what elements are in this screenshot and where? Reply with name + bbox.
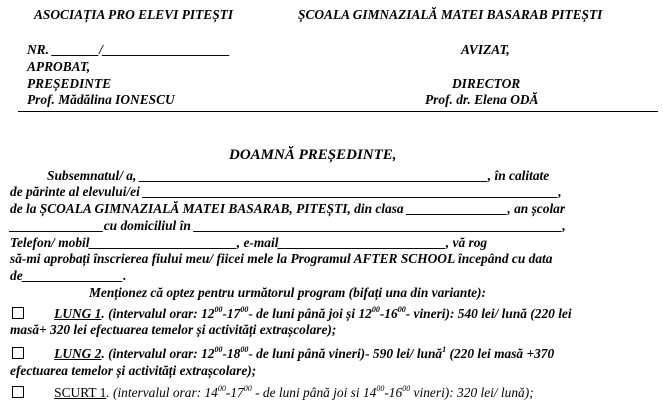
body-line-1: Subsemnatul/ a, ____________________________________________________, în calitate — [47, 168, 550, 183]
option-lung1: LUNG 1. (intervalul orar: $12^{00}-17^{00}-$ de luni până joi și $12^{00}-16^{00}-$ vineri): 540 lei/ lună (220 lei — [12, 306, 572, 322]
option-lung2: LUNG 2. (intervalul orar: $12^{00}-18^{00}-$ de luni până vineri)- 590 lei/ lună$^1$ (220 lei masă +370 — [12, 346, 554, 362]
registration-number: NR. _______/___________________ — [27, 42, 231, 57]
lung2-name: LUNG 2 — [54, 346, 102, 361]
body-line-7: de_______________. — [10, 268, 127, 283]
lung1-detail: masă+ 320 lei efectuarea temelor și activități extrașcolare); — [10, 322, 337, 337]
scurt1-name: SCURT 1 — [54, 385, 107, 400]
scurt1-checkbox[interactable] — [12, 386, 24, 398]
director-name: Prof. dr. Elena ODĂ — [425, 92, 539, 107]
presedinte-label: PREȘEDINTE — [27, 76, 112, 91]
body-line-5: Telefon/ mobil______________________, e-mail_________________________, vă rog — [10, 235, 488, 250]
header-divider — [18, 111, 658, 112]
association-name: ASOCIAȚIA PRO ELEVI PITEȘTI — [34, 7, 234, 22]
lung1-checkbox[interactable] — [12, 307, 24, 319]
lung2-detail: efectuarea temelor și activități extrașcolare); — [10, 363, 257, 378]
presedinte-name: Prof. Mădălina IONESCU — [27, 92, 175, 107]
lung1-name: LUNG 1 — [54, 306, 102, 321]
lung2-checkbox[interactable] — [12, 347, 24, 359]
body-line-2: de părinte al elevului/ei ______________________________________________________________, — [10, 184, 562, 199]
body-line-4: ______________cu domiciliul în _______________________________________________________, — [10, 218, 566, 233]
letter-title: DOAMNĂ PREȘEDINTE, — [229, 147, 397, 163]
option-scurt1: SCURT 1. (intervalul orar: $14^{00}-17^{00}$ - de luni până joi si $14^{00}-16^{00}$ vineri): 320 lei/ lună); — [12, 385, 534, 401]
school-name: ȘCOALA GIMNAZIALĂ MATEI BASARAB PITEȘTI — [298, 7, 603, 22]
program-choice-instruction: Menționez că optez pentru următorul program (bifați una din variante): — [89, 285, 486, 300]
body-line-3: de la ȘCOALA GIMNAZIALĂ MATEI BASARAB, PITEȘTI, din clasa _______________, an școlar — [10, 201, 566, 216]
director-label: DIRECTOR — [452, 76, 521, 91]
body-line-6: să-mi aprobați înscrierea fiului meu/ fiicei mele la Programul AFTER SCHOOL începând cu data — [10, 251, 553, 266]
aprobat-label: APROBAT, — [27, 59, 91, 74]
avizat-label: AVIZAT, — [461, 42, 510, 57]
